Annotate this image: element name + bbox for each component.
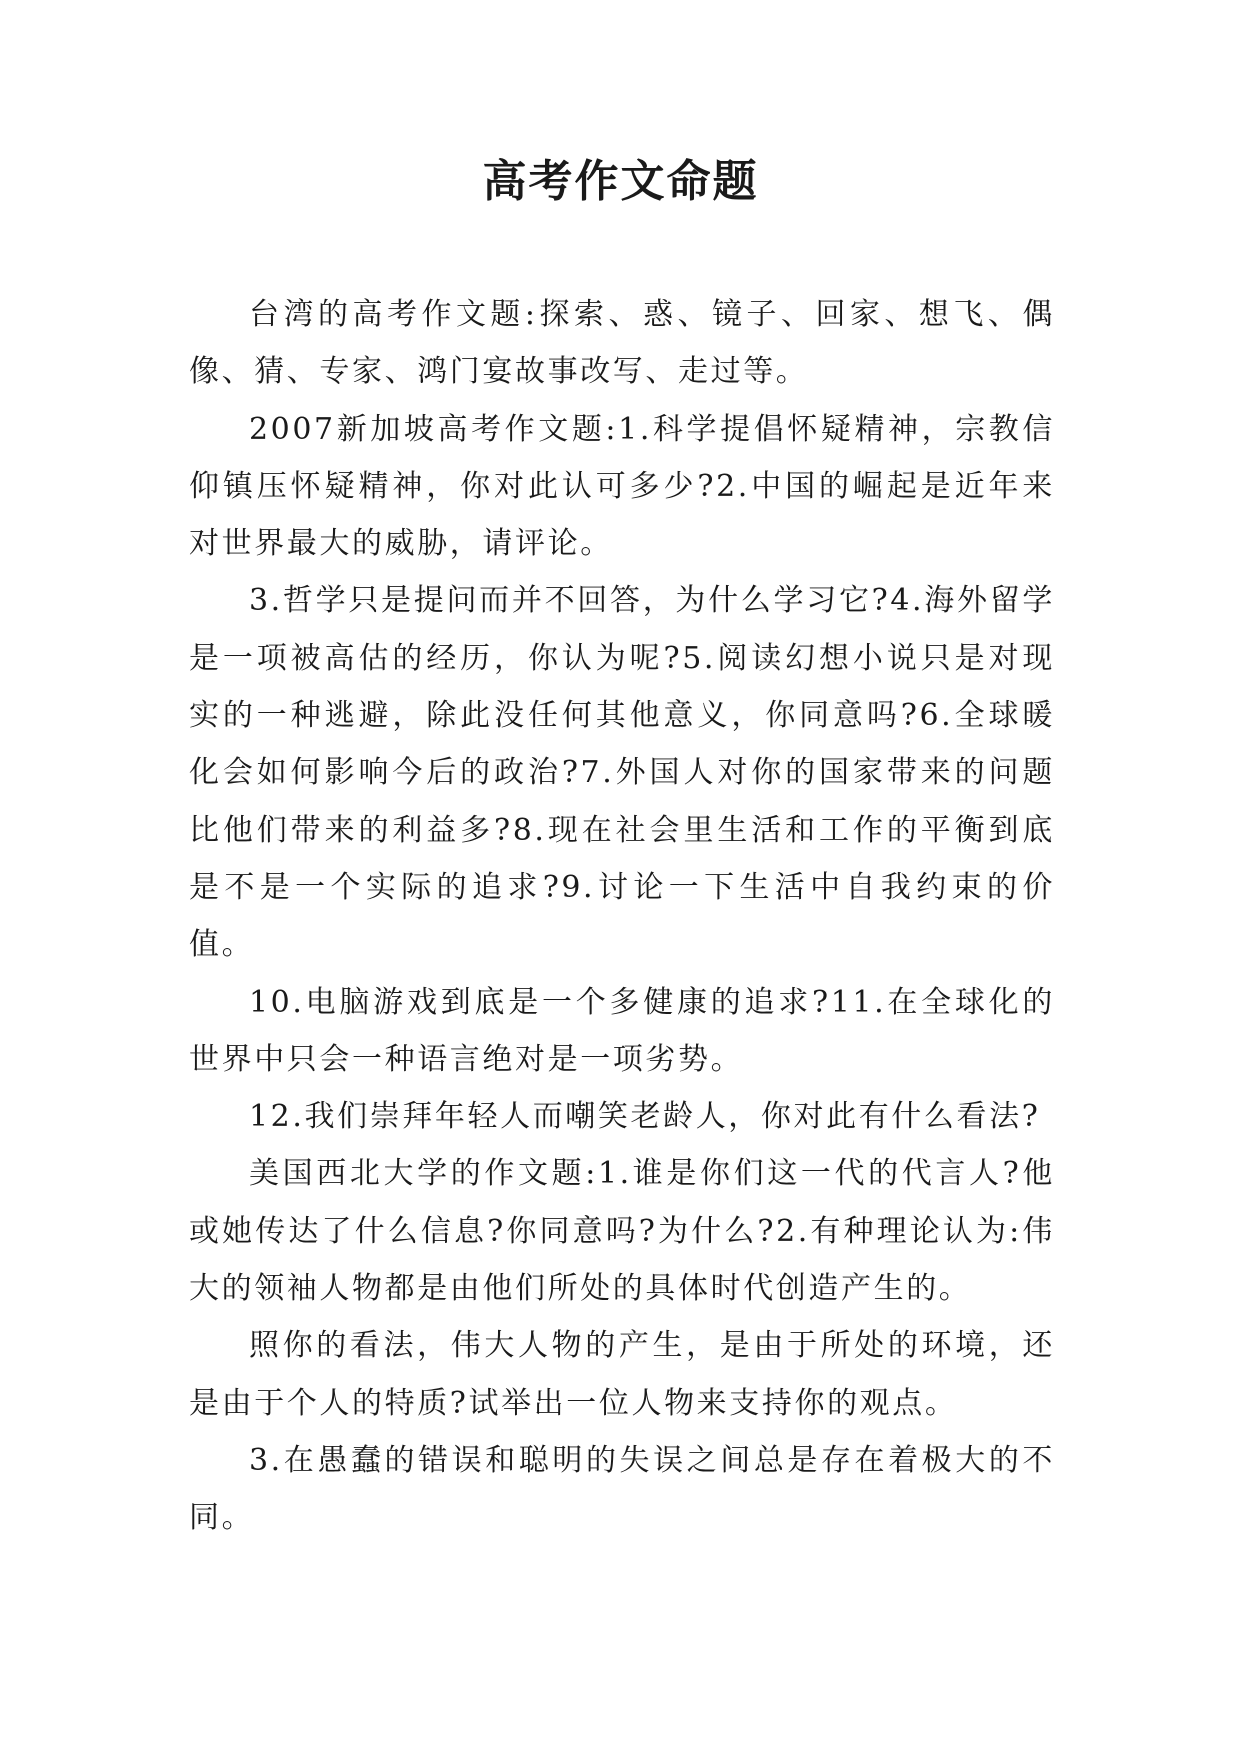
paragraph: 2007新加坡高考作文题:1.科学提倡怀疑精神，宗教信仰镇压怀疑精神，你对此认可多少?2.中国的崛起是近年来对世界最大的威胁，请评论。 [189, 411, 1055, 562]
paragraph: 12.我们崇拜年轻人而嘲笑老龄人，你对此有什么看法? [249, 1099, 1041, 1135]
paragraph: 10.电脑游戏到底是一个多健康的追求?11.在全球化的世界中只会一种语言绝对是一项劣势。 [189, 984, 1055, 1077]
paragraph: 台湾的高考作文题:探索、惑、镜子、回家、想飞、偶像、猜、专家、鸿门宴故事改写、走过等。 [189, 297, 1055, 390]
paragraph: 美国西北大学的作文题:1.谁是你们这一代的代言人?他或她传达了什么信息?你同意吗?为什么?2.有种理论认为:伟大的领袖人物都是由他们所处的具体时代创造产生的。 [189, 1156, 1055, 1307]
document-body [189, 286, 1055, 1547]
paragraph: 3.哲学只是提问而并不回答，为什么学习它?4.海外留学是一项被高估的经历，你认为呢?5.阅读幻想小说只是对现实的一种逃避，除此没任何其他意义，你同意吗?6.全球暖化会如何影响今后的政治?7.外国人对你的国家带来的问题比他们带来的利益多?8.现在社会里生活和工作的平衡到底是不是一个实际的追求?9.讨论一下生活中自我约束的价值。 [189, 583, 1055, 963]
paragraph: 3.在愚蠢的错误和聪明的失误之间总是存在着极大的不同。 [189, 1442, 1055, 1536]
paragraph: 照你的看法，伟大人物的产生，是由于所处的环境，还是由于个人的特质?试举出一位人物来支持你的观点。 [189, 1328, 1055, 1421]
document-title: 高考作文命题 [482, 156, 759, 207]
